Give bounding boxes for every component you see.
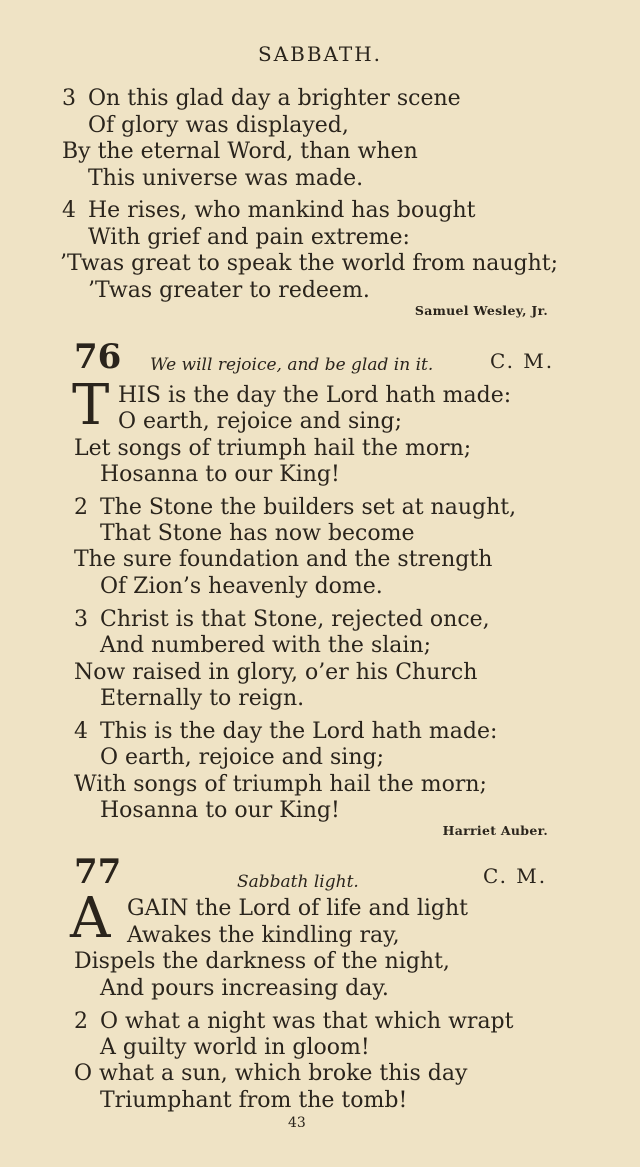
hymn76-stanza4-line2: O earth, rejoice and sing;: [100, 745, 385, 770]
hymn76-stanza1-line2: O earth, rejoice and sing;: [118, 409, 403, 434]
hymn76-number: 76: [74, 337, 122, 377]
hymn77-stanza2-line4: Triumphant from the tomb!: [100, 1088, 408, 1113]
stanza-number: 3: [74, 607, 88, 632]
hymn76-stanza1-line1: HIS is the day the Lord hath made:: [118, 383, 512, 408]
page-number: 43: [288, 1115, 306, 1131]
hymn77-stanza1-line2: Awakes the kindling ray,: [127, 923, 400, 948]
hymn77-stanza1-line1: GAIN the Lord of life and light: [127, 896, 468, 921]
hymn76-meter: C. M.: [490, 349, 555, 373]
hymn75-stanza3-line4: This universe was made.: [88, 166, 364, 191]
hymn76-stanza2-line4: Of Zion’s heavenly dome.: [100, 574, 383, 599]
stanza-number: 3: [62, 86, 76, 111]
stanza-number: 4: [62, 198, 76, 223]
stanza-number: 2: [74, 495, 88, 520]
hymn75-stanza3-line3: By the eternal Word, than when: [62, 139, 418, 164]
hymn75-stanza3-line1: 3 On this glad day a brighter scene: [62, 86, 461, 111]
hymn77-stanza2-line1: 2 O what a night was that which wrapt: [74, 1009, 514, 1034]
hymn76-stanza1-line3: Let songs of triumph hail the morn;: [74, 436, 472, 461]
hymn75-stanza4-line1: 4 He rises, who mankind has bought: [62, 198, 476, 223]
hymn75-author: Samuel Wesley, Jr.: [414, 303, 548, 318]
hymn77-stanza1-line4: And pours increasing day.: [100, 976, 389, 1001]
hymn77-stanza2-line2: A guilty world in gloom!: [100, 1035, 370, 1060]
hymn75-stanza3-line2: Of glory was displayed,: [88, 113, 349, 138]
hymn77-stanza2-line3: O what a sun, which broke this day: [74, 1061, 468, 1086]
hymn77-stanza1-line3: Dispels the darkness of the night,: [74, 949, 450, 974]
stanza-number: 4: [74, 719, 88, 744]
hymn76-stanza2-line1: 2 The Stone the builders set at naught,: [74, 495, 517, 520]
hymn77-dropcap: A: [70, 886, 111, 951]
stanza-number: 2: [74, 1009, 88, 1034]
hymn76-stanza4-line4: Hosanna to our King!: [100, 798, 340, 823]
page-header: SABBATH.: [257, 42, 383, 66]
hymn76-stanza3-line3: Now raised in glory, o’er his Church: [74, 660, 478, 685]
hymn75-stanza4-line3: ’Twas great to speak the world from naught;: [60, 251, 559, 276]
hymn76-dropcap: T: [72, 373, 110, 438]
hymn77-subtitle: Sabbath light.: [237, 872, 359, 892]
hymn76-stanza3-line2: And numbered with the slain;: [100, 633, 431, 658]
hymn76-stanza1-line4: Hosanna to our King!: [100, 462, 340, 487]
hymn76-stanza3-line4: Eternally to reign.: [100, 686, 305, 711]
hymn77-meter: C. M.: [483, 864, 548, 888]
hymn76-stanza2-line2: That Stone has now become: [100, 521, 415, 546]
hymn76-author: Harriet Auber.: [442, 823, 548, 838]
hymn75-stanza4-line4: ’Twas greater to redeem.: [88, 278, 370, 303]
hymn77-number: 77: [74, 852, 122, 892]
hymn75-stanza4-line2: With grief and pain extreme:: [88, 225, 410, 250]
hymn76-subtitle: We will rejoice, and be glad in it.: [150, 355, 434, 375]
hymn76-stanza3-line1: 3 Christ is that Stone, rejected once,: [74, 607, 490, 632]
hymn76-stanza4-line3: With songs of triumph hail the morn;: [74, 772, 487, 797]
hymn76-stanza4-line1: 4 This is the day the Lord hath made:: [74, 719, 498, 744]
hymn76-stanza2-line3: The sure foundation and the strength: [74, 547, 493, 572]
